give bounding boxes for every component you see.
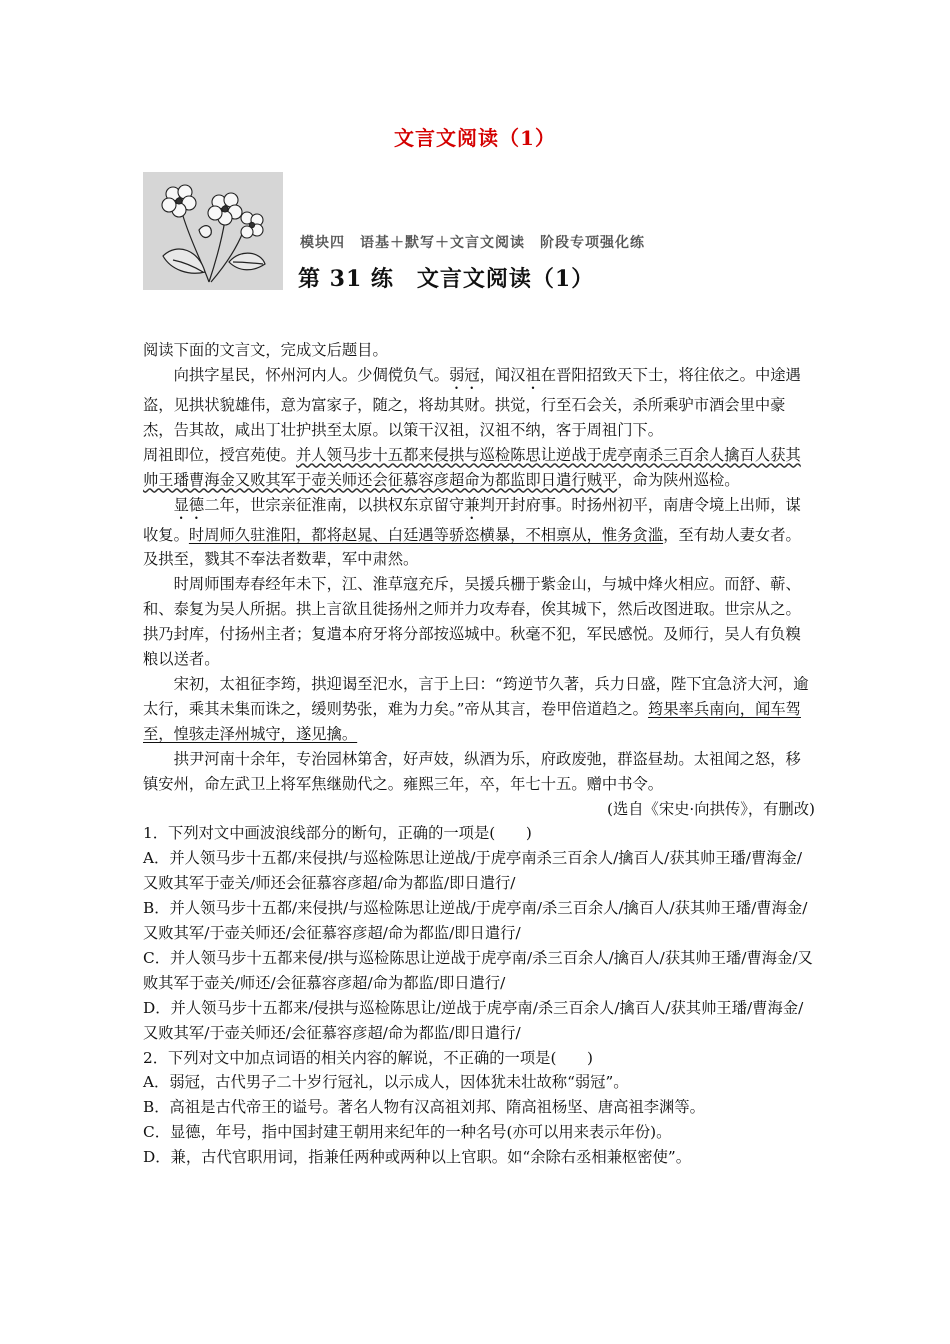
text-segment: ，命为陕州巡检。 bbox=[617, 470, 740, 489]
passage-paragraph-6: 拱尹河南十余年，专治园林第舍，好声妓，纵酒为乐，府政废弛，群盗昼劫。太祖闻之怒，移镇安州，命左武卫上将军焦继勋代之。雍熙三年，卒，年七十五。赠中书令。 bbox=[143, 749, 801, 793]
text-segment: 宋初，太祖征李筠，拱迎谒至汜水，言于上曰：“筠逆节久著，兵力日盛，陛下宜急济大河，逾太行，乘其未集而诛之，缓则势张，难为力矣。”帝从其言，卷甲倍道趋之。 bbox=[143, 674, 809, 718]
dotted-term-zu: 祖 bbox=[525, 365, 541, 384]
flower-illustration bbox=[143, 172, 283, 290]
question-1-option-b: B．并人领马步十五都/来侵拱/与巡检陈思让逆战/于虎亭南/杀三百余人/擒百人/获其帅王璠/曹海金/又败其军/于壶关师还/会征慕容彦超/命为都监/即日遣行/ bbox=[143, 899, 808, 943]
page-title: 文言文阅读（1） bbox=[394, 126, 556, 150]
passage-paragraph-2 bbox=[143, 443, 815, 493]
instruction: 阅读下面的文言文，完成文后题目。 bbox=[143, 341, 388, 359]
question-2-option-d: D．兼，古代官职用词，指兼任两种或两种以上官职。如“余除右丞相兼枢密使”。 bbox=[143, 1148, 692, 1167]
text-segment: 二年，世宗亲征淮南，以拱权东京留守 bbox=[204, 495, 465, 514]
text-segment: ，闻汉 bbox=[479, 365, 526, 384]
text-segment: 在晋阳招致天下士，将往依之。中途遇盗，见拱状貌雄伟，意为富家子，随之，将劫其财。拱觉，行至石会关，杀所乘驴市酒会里中豪杰，告其故，咸出丁壮护拱至太原。以策干汉祖，汉祖不纳，客于周祖门下。 bbox=[143, 365, 801, 439]
underlined-sentence-1: 时周师久驻淮阳，都将赵晁、白廷遇等骄恣横暴，不相禀从，惟务贪滥 bbox=[188, 525, 664, 544]
dotted-term-xiande: 显德 bbox=[173, 495, 205, 514]
text-segment: ，至有劫人妻女者。及拱至，戮其不奉法者数辈，军中肃然。 bbox=[143, 525, 801, 569]
question-1-option-c: C．并人领马步十五都来侵/拱与巡检陈思让逆战于虎亭南/杀三百余人/擒百人/获其帅王璠/曹海金/又败其军于壶关/师还/会征慕容彦超/命为都监/即日遣行/ bbox=[143, 948, 813, 992]
dotted-term-jian: 兼 bbox=[464, 495, 480, 514]
question-1-option-a: A．并人领马步十五都/来侵拱/与巡检陈思让逆战/于虎亭南杀三百余人/擒百人/获其帅王璠/曹海金/又败其军于壶关/师还会征慕容彦超/命为都监/即日遣行/ bbox=[143, 849, 803, 893]
module-label: 模块四 语基＋默写＋文言文阅读 阶段专项强化练 bbox=[300, 235, 645, 251]
dotted-term-ruoguan: 弱冠 bbox=[448, 365, 480, 384]
underlined-sentence-2: 筠果率兵南向，闻车驾至，惶骇走泽州城守，遂见擒。 bbox=[143, 699, 801, 743]
lesson-heading: 第 31 练 文言文阅读（1） bbox=[298, 266, 595, 292]
question-2-stem: 2．下列对文中加点词语的相关内容的解说，不正确的一项是( ) bbox=[143, 1048, 593, 1067]
text-segment: 向拱字星民，怀州河内人。少倜傥负气。 bbox=[173, 365, 449, 384]
source-note: (选自《宋史·向拱传》，有删改) bbox=[606, 799, 815, 818]
passage-paragraph-1 bbox=[143, 363, 815, 443]
question-2-option-c: C．显德，年号，指中国封建王朝用来纪年的一种名号(亦可以用来表示年份)。 bbox=[143, 1123, 672, 1142]
question-1-option-d: D．并人领马步十五都来/侵拱与巡检陈思让/逆战于虎亭南/杀三百余人/擒百人/获其帅王璠/曹海金/又败其军/于壶关师还/会征慕容彦超/命为都监/即日遣行/ bbox=[143, 998, 804, 1042]
passage-paragraph-5 bbox=[143, 672, 815, 747]
question-2-option-b: B．高祖是古代帝王的谥号。著名人物有汉高祖刘邦、隋高祖杨坚、唐高祖李渊等。 bbox=[143, 1098, 705, 1117]
question-2-option-a: A．弱冠，古代男子二十岁行冠礼，以示成人，因体犹未壮故称“弱冠”。 bbox=[143, 1073, 629, 1092]
article-body bbox=[143, 338, 815, 1170]
text-segment: 周祖即位，授宫苑使。 bbox=[143, 445, 296, 464]
passage-paragraph-3 bbox=[143, 493, 815, 573]
question-1-stem: 1．下列对文中画波浪线部分的断句，正确的一项是( ) bbox=[143, 824, 532, 843]
wavy-underlined-sentence: 并人领马步十五都来侵拱与巡检陈思让逆战于虎亭南杀三百余人擒百人获其帅王璠曹海金又败其军于壶关师还会征慕容彦超命为都监即日遣行贼平 bbox=[143, 445, 801, 489]
passage-paragraph-4: 时周师围寿春经年未下，江、淮草寇充斥，吴援兵栅于紫金山，与城中烽火相应。而舒、蕲、和、泰复为吴人所据。拱上言欲且徙扬州之师并力攻寿春，俟其城下，然后改图进取。世宗从之。拱乃封库，付扬州主者；复遣本府牙将分部按巡城中。秋毫不犯，军民感悦。及师行，吴人有负糗粮以送者。 bbox=[143, 575, 801, 669]
text-segment: 判开封府事。时扬州初平，南唐令境上出师，谋收复。 bbox=[143, 495, 801, 544]
flower-icon bbox=[143, 172, 283, 290]
